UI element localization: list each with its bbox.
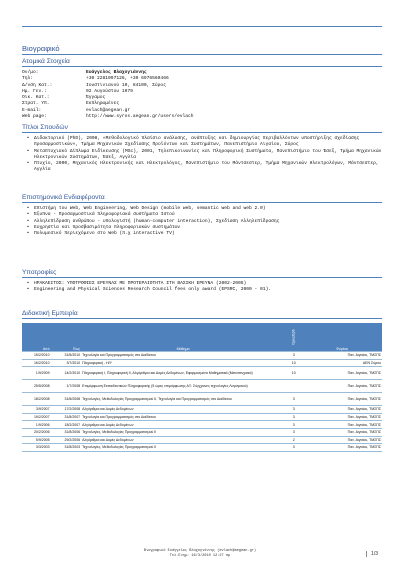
cell-from: 20/2/2006 (22, 428, 51, 436)
bullet-icon: • (26, 206, 30, 211)
bullet-icon: • (26, 231, 30, 237)
col-to-header: Έως (51, 323, 82, 352)
table-row (22, 444, 382, 452)
col-from-header: Από (22, 323, 51, 352)
cell-body: Παν. Αιγαίου, ΤΜΣΠΣ (302, 444, 382, 452)
cell-hours: 10 (285, 359, 302, 367)
cell-course: Αλγόριθμοι και Δομές Δεδομένων (81, 436, 285, 444)
cell-course: Τεχνολογίες, Μεθοδολογίες Προγραμματισμού ΙΙ, Τεχνολογία και Προγραμματισμός στο Διαδίκτυο (81, 393, 285, 406)
cell-hours: 3 (285, 421, 302, 429)
cell-from: 5/9/2005 (22, 436, 51, 444)
cell-hours: 3 (285, 406, 302, 414)
row-value: Ευάγγελος Βλαχογιάννης (86, 70, 147, 75)
table-header-row (22, 323, 382, 352)
footer-line-1: Βιογραφικό Ευάγγελος Βλαχογιάννης (evlach@aegean.gr) (143, 549, 257, 553)
cell-body: ΑΕΝ Σύρου (302, 359, 382, 367)
cell-body: Παν. Αιγαίου, ΤΜΣΠΣ (302, 413, 382, 421)
col-body-header: Φορέας (302, 323, 382, 352)
bullet-icon: • (26, 218, 30, 224)
list-item-text: Αλληλεπίδραση ανθρώπου - υπολογιστή (human-computer interaction), Σχεδίαση Αλληλεπίδρασης (34, 218, 280, 224)
cell-from: 19/2/2007 (22, 413, 51, 421)
col-hours-header (285, 323, 302, 352)
row-value: +30 2281097126, +30 6976560466 (86, 76, 169, 82)
cell-body: Παν. Αιγαίου, ΤΜΣΠΣ (302, 352, 382, 360)
grants-heading: Υποτροφίες (22, 269, 382, 278)
list-item-text: Επιστήμη του Web, Web Engineering, Web Design (mobile web, semantic web and web 2.0) (34, 206, 266, 211)
cell-to: 29/2/2006 (51, 436, 82, 444)
interests-list (22, 206, 382, 237)
row-value[interactable]: http://www.syros.aegean.gr/users/evlach (86, 114, 194, 120)
table-row (22, 428, 382, 436)
cell-to: 1/7/2008 (51, 380, 82, 393)
bullet-icon: • (26, 224, 30, 230)
list-item-text: Μεταπτυχιακό Δίπλωμα Ειδίκευσης (MSc), 2001, Τηλεπικοινωνίες και Πληροφορική Συστήματα, Πανεπιστήμιο του Έσεξ, Τμήμα Μηχανικών Ηλεκτρονικών Συστημάτων, Έσεξ, Αγγλία (34, 148, 382, 160)
cell-course: Τεχνολογία και Προγραμματισμός στο Διαδίκτυο (81, 413, 285, 421)
cell-body: Παν. Αιγαίου, ΤΜΣΠΣ (302, 406, 382, 414)
cell-course: Πληροφορική - Η/Υ (81, 359, 285, 367)
cell-hours: 3 (285, 444, 302, 452)
cell-body: Παν. Αιγαίου, ΤΜΣΠΣ (302, 421, 382, 429)
bullet-icon: • (26, 212, 30, 218)
top-rule (22, 26, 382, 27)
teaching-section (22, 310, 382, 452)
cell-from: 15/2/2010 (22, 352, 51, 360)
bullet-icon: • (26, 136, 30, 141)
list-item (22, 231, 382, 237)
cell-course: Τεχνολογία και Προγραμματισμός στο Διαδίκτυο (81, 352, 285, 360)
title-rule (22, 54, 382, 55)
cell-body: Παν. Αιγαίου, ΤΜΣΠΣ (302, 367, 382, 380)
teaching-heading: Διδακτική Εμπειρία (22, 310, 382, 319)
list-item-text: Πολυμεσικό περιεχόμενο στο Web (π.χ interactive TV) (34, 231, 175, 237)
cell-to: 31/8/2006 (51, 428, 82, 436)
cell-hours: 3 (285, 413, 302, 421)
cell-to: 14/2/2010 (51, 367, 82, 380)
cell-body: Παν. Αιγαίου, ΤΜΣΠΣ (302, 380, 382, 393)
personal-section (22, 58, 382, 120)
row-value: Έγγαμος (86, 95, 106, 101)
list-item (22, 161, 382, 174)
col-hours-label: Ώρες/Εβδ (291, 329, 296, 345)
row-key: Τηλ: (22, 76, 34, 82)
cell-to: 17/2/2008 (51, 406, 82, 414)
list-item-text: ΗΡΑΚΛΕΙΤΟΣ: ΥΠΟΤΡΟΦΙΕΣ ΕΡΕΥΝΑΣ ΜΕ ΠΡΟΤΕΡΑΙΟΤΗΤΑ ΣΤΗ ΒΑΣΙΚΗ ΕΡΕΥΝΑ (2002-2005) (34, 281, 247, 286)
row-key: Δ/νση Κατ.: (22, 82, 53, 88)
list-item-text: Διδακτορικό (PhD), 2008, «Μεθοδολογικό πλαίσιο ανάλυσης, ανάπτυξης και δημιουργίας περιβαλλόντων υποστήριξης σχεδίασης προσαρμοστικών», Τμήμα Μηχανικών Σχεδίασης Προϊόντων και Συστημάτων, Πανεπιστήμιο Αιγαίου, Σύρος (34, 136, 360, 148)
cell-from: 1/9/2006 (22, 421, 51, 429)
list-item-text: Ευχρηστία και προσβασιμότητα πληροφοριακών συστημάτων (34, 224, 181, 230)
list-item (22, 287, 382, 293)
grants-list (22, 281, 382, 294)
table-row (22, 406, 382, 414)
studies-list (22, 136, 382, 174)
cell-to: 31/8/2003 (51, 444, 82, 452)
cell-course: Αλγόριθμοι και Δομές Δεδομένων (81, 406, 285, 414)
cell-to: 31/8/2010 (51, 352, 82, 360)
cell-hours: 3 (285, 352, 302, 360)
studies-heading: Τίτλοι Σπουδών (22, 124, 382, 133)
table-row (22, 421, 382, 429)
cell-from: 25/5/2008 (22, 380, 51, 393)
personal-heading: Ατομικά Στοιχεία (22, 58, 382, 67)
list-item (22, 136, 382, 149)
cell-to: 31/8/2007 (51, 413, 82, 421)
table-row (22, 413, 382, 421)
personal-rows (22, 70, 382, 120)
list-item-text: Έξυπνα - Προσαρμοστικά πληροφοριακά συστήματα Ιστού (34, 212, 175, 218)
interests-heading: Επιστημονικά Ενδιαφέροντα (22, 194, 382, 203)
page-number: 1/3 (366, 551, 378, 557)
row-value: Ιουστινιανού 10, 84100, Σύρος (86, 82, 166, 88)
footer-line-2: Τελ.Ενημ: 16/3/2010 12:27 πμ (169, 553, 231, 558)
cell-course: Τεχνολογίες, Μεθοδολογίες Προγραμματισμού ΙΙ (81, 444, 285, 452)
row-value: Εκπληρωμένες (86, 101, 120, 107)
cell-from: 3/3/2003 (22, 444, 51, 452)
col-course-header: Μάθημα (81, 323, 285, 352)
cell-to: 31/8/2008 (51, 393, 82, 406)
row-value[interactable]: evlach@aegean.gr (86, 107, 131, 113)
studies-section (22, 124, 382, 174)
row-key: Web page: (22, 114, 47, 120)
bullet-icon: • (26, 161, 30, 167)
cell-body: Παν. Αιγαίου, ΤΜΣΠΣ (302, 436, 382, 444)
list-item-text: Πτυχίο, 2000, Μηχανικός Ηλεκτρονικής και Ηλεκτρολόγος, Πανεπιστήμιο του Μάντσεστερ, Τμήμα Μηχανικών Ηλεκτρολόγων, Μάντσεστερ, Αγγλία (34, 161, 379, 173)
cell-course: Επιμόρφωση Εκπαιδευτικών Πληροφορικής (5 ώρες επιμόρφωσης ΑΞ: Σύγχρονες τεχνολογίες Λογισμικού) (81, 380, 285, 393)
cell-course: Τεχνολογίες, Μεθοδολογίες Προγραμματισμού ΙΙ (81, 428, 285, 436)
document-title: Βιογραφικό (22, 44, 60, 53)
cell-body: Παν. Αιγαίου, ΤΜΣΠΣ (302, 393, 382, 406)
cell-hours: 10 (285, 367, 302, 380)
table-row (22, 380, 382, 393)
table-row (22, 359, 382, 367)
cell-course: Πληροφορική Ι, Πληροφορική ΙΙ, Αλγόριθμοι και Δομές Δεδομένων, Εφαρμοσμένα Μαθηματικά (Μεταπτυχιακό) (81, 367, 285, 380)
cell-from: 16/2/2010 (22, 359, 51, 367)
cell-hours: 3 (285, 428, 302, 436)
teaching-table (22, 323, 382, 452)
cell-hours: 3 (285, 393, 302, 406)
table-row (22, 436, 382, 444)
row-key: Οικ. Κατ.: (22, 95, 50, 101)
cell-from: 18/2/2008 (22, 393, 51, 406)
list-item (22, 149, 382, 162)
cell-from: 1/9/2009 (22, 367, 51, 380)
row-key: Ημ. Γεν.: (22, 88, 47, 94)
cell-hours (285, 380, 302, 393)
cell-from: 3/9/2007 (22, 406, 51, 414)
cell-hours: 2 (285, 436, 302, 444)
row-key: Ον/μο: (22, 70, 39, 75)
row-key: Στρατ. Υπ. (22, 101, 50, 107)
cell-course: Αλγόριθμοι και Δομές Δεδομένων (81, 421, 285, 429)
cell-body: Παν. Αιγαίου, ΤΜΣΠΣ (302, 428, 382, 436)
row-key: E-mail: (22, 107, 42, 113)
cell-to: 3/7/2010 (51, 359, 82, 367)
teaching-table-body (22, 352, 382, 452)
table-row (22, 352, 382, 360)
grants-section (22, 269, 382, 294)
table-row (22, 393, 382, 406)
personal-row (22, 114, 382, 120)
bullet-icon: • (26, 287, 30, 293)
bullet-icon: • (26, 148, 30, 154)
list-item-text: Engineering and Physical Sciences Research Council fees only award (EPSRC, 2000 - 01). (34, 287, 272, 293)
bullet-icon: • (26, 281, 30, 286)
row-value: 02 Αυγούστου 1979 (86, 88, 133, 94)
footer (0, 549, 400, 558)
cell-to: 18/2/2007 (51, 421, 82, 429)
interests-section (22, 194, 382, 237)
table-row (22, 367, 382, 380)
